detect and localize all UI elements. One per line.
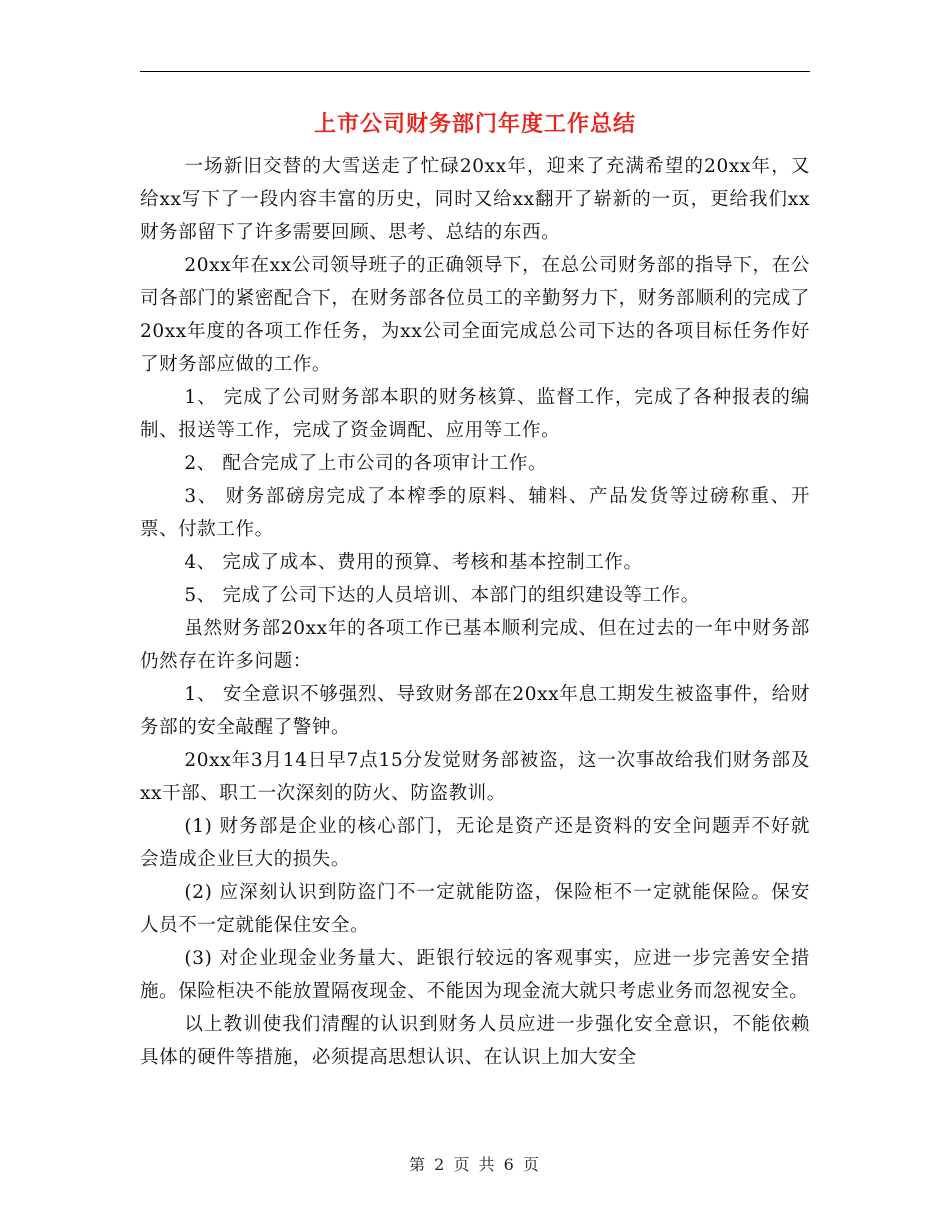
paragraph: (2) 应深刻认识到防盗门不一定就能防盗，保险柜不一定就能保险。保安人员不一定就能保住安全。 — [140, 882, 810, 936]
paragraph: 以上教训使我们清醒的认识到财务人员应进一步强化安全意识，不能依赖具体的硬件等措施，必须提高思想认识、在认识上加大安全 — [140, 1014, 810, 1068]
document-title: 上市公司财务部门年度工作总结 — [313, 112, 636, 137]
header-rule — [140, 71, 810, 72]
page-number-footer: 第 2 页 共 6 页 — [409, 1155, 541, 1174]
paragraph: 1、 完成了公司财务部本职的财务核算、监督工作，完成了各种报表的编制、报送等工作，完成了资金调配、应用等工作。 — [140, 387, 810, 441]
paragraph: 20xx年在xx公司领导班子的正确领导下，在总公司财务部的指导下，在公司各部门的紧密配合下，在财务部各位员工的辛勤努力下，财务部顺利的完成了20xx年度的各项工作任务，为xx公司全面完成总公司下达的各项目标任务作好了财务部应做的工作。 — [140, 255, 810, 375]
paragraph: 1、 安全意识不够强烈、导致财务部在20xx年息工期发生被盗事件，给财务部的安全敲醒了警钟。 — [140, 684, 810, 738]
paragraph: 5、 完成了公司下达的人员培训、本部门的组织建设等工作。 — [184, 585, 700, 606]
paragraph: 4、 完成了成本、费用的预算、考核和基本控制工作。 — [184, 552, 643, 573]
paragraph: 虽然财务部20xx年的各项工作已基本顺利完成、但在过去的一年中财务部仍然存在许多问题： — [140, 618, 810, 672]
paragraph: 一场新旧交替的大雪送走了忙碌20xx年，迎来了充满希望的20xx年，又给xx写下了一段内容丰富的历史，同时又给xx翻开了崭新的一页，更给我们xx财务部留下了许多需要回顾、思考、总结的东西。 — [140, 156, 810, 243]
document-body — [140, 150, 810, 1074]
paragraph: (3) 对企业现金业务量大、距银行较远的客观事实，应进一步完善安全措施。保险柜决不能放置隔夜现金、不能因为现金流大就只考虑业务而忽视安全。 — [140, 948, 810, 1002]
paragraph: 2、 配合完成了上市公司的各项审计工作。 — [184, 453, 548, 474]
paragraph: (1) 财务部是企业的核心部门，无论是资产还是资料的安全问题弄不好就会造成企业巨大的损失。 — [140, 816, 810, 870]
paragraph: 20xx年3月14日早7点15分发觉财务部被盗，这一次事故给我们财务部及xx干部、职工一次深刻的防火、防盗教训。 — [140, 750, 810, 804]
paragraph: 3、 财务部磅房完成了本榨季的原料、辅料、产品发货等过磅称重、开票、付款工作。 — [140, 486, 810, 540]
